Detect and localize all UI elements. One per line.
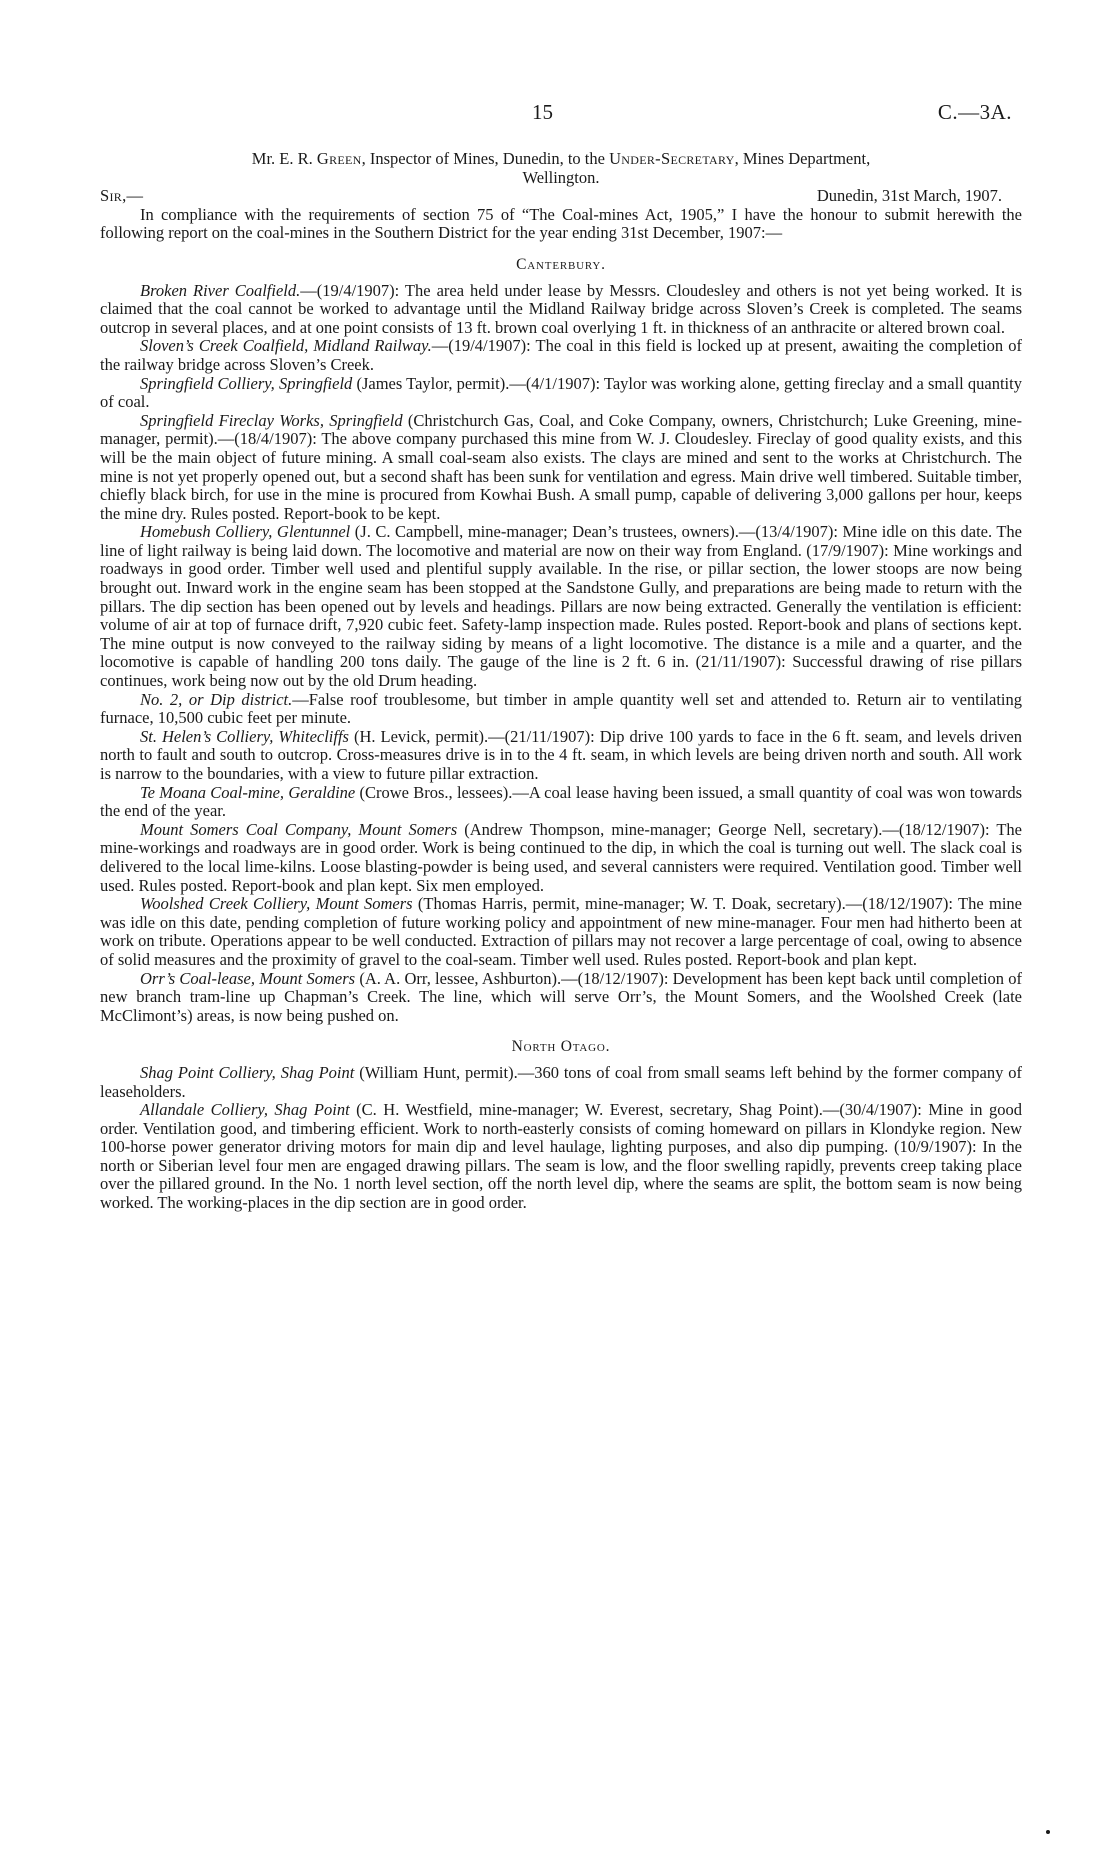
page-number: 15 — [532, 100, 553, 124]
section-heading-text: North Otago. — [511, 1038, 611, 1056]
mine-report-text: (Crowe Bros., lessees).—A coal lease having been issued, a small quantity of coal was won towards the end of the year. — [100, 782, 1022, 821]
mine-title: St. Helen’s Colliery, Whitecliffs — [140, 726, 349, 746]
mine-report-text: —False roof troublesome, but timber in ample quantity well set and attended to. Return air to ventilating furnace, 10,500 cubic feet per minute. — [100, 689, 1022, 728]
mine-report-text: (H. Levick, permit).—(21/11/1907): Dip drive 100 yards to face in the 6 ft. seam, and levels driven north to fault and south to outcrop. Cross-measures drive is in to the 4 ft. seam, in which levels are being driven north and south. All work is narrow to the boundaries, with a view to future pillar extraction. — [100, 726, 1022, 783]
address-suffix: , Mines Department, — [734, 149, 871, 168]
recipient-title: Under-Secretary — [609, 149, 735, 168]
section-heading — [100, 1037, 1022, 1057]
address-prefix: Mr. E. R. — [251, 149, 317, 168]
mine-report-paragraph — [100, 970, 1022, 1026]
mine-title: No. 2, or Dip district. — [140, 689, 293, 709]
mine-report-paragraph — [100, 821, 1022, 895]
mine-report-text: —(19/4/1907): The coal in this field is locked up at present, awaiting the completion of the railway bridge across Sloven’s Creek. — [100, 336, 1022, 374]
mine-report-paragraph — [100, 337, 1022, 374]
mine-report-text: (Andrew Thompson, mine-manager; George Nell, secretary).—(18/12/1907): The mine-workings and roadways are in good order. Work is being continued to the dip, in which the coal is turning out well. The slack coal is delivered to the local lime-kilns. Loose blasting-powder is being used, and several cannisters were required. Ventilation good. Timber well used. Rules posted. Report-book and plan kept. Six men employed. — [100, 819, 1022, 895]
mine-report-text: (C. H. Westfield, mine-manager; W. Everest, secretary, Shag Point).—(30/4/1907): Mine in good order. Ventilation good, and timbering efficient. Work to north-easterly consists of coming homeward on pillars in Klondyke region. New 100-horse power generator driving motors for main dip and level haulage, lighting purposes, and also dip pumping. (10/9/1907): In the north or Siberian level four men are engaged drawing pillars. The seam is low, and the floor swelling rapidly, prevents creep taking place over the pillared ground. In the No. 1 north level section, off the north level dip, where the seams are split, the bottom seam is now being worked. The working-places in the dip section are in good order. — [100, 1100, 1022, 1213]
mine-title: Mount Somers Coal Company, Mount Somers — [140, 819, 458, 839]
mine-title: Broken River Coalfield. — [140, 280, 301, 300]
mine-report-paragraph — [100, 523, 1022, 690]
mine-report-text: (William Hunt, permit).—360 tons of coal from small seams left behind by the former company of leaseholders. — [100, 1062, 1022, 1101]
address-line-2: Wellington. — [522, 167, 600, 187]
mine-report-text: —(19/4/1907): The area held under lease by Messrs. Cloudesley and others is not yet being worked. It is claimed that the coal cannot be worked to advantage until the Midland Railway bridge across Sloven’s Creek is completed. The seams outcrop in several places, and at one point consists of 13 ft. brown coal overlying 1 ft. in thickness of an anthracite or altered brown coal. — [100, 280, 1022, 337]
mine-report-text: (J. C. Campbell, mine-manager; Dean’s trustees, owners).—(13/4/1907): Mine idle on this date. The line of light railway is being laid down. The locomotive and material are now on their way from England. (17/9/1907): Mine workings and roadways in good order. Timber well used and plentiful supply available. In the rise, or pillar section, the lower stoops are now being brought out. Inward work in the engine seam has been stopped at the Sandstone Gully, and preparations are being made to return with the pillars. The dip section has been opened out by levels and headings. Pillars are now being extracted. Generally the ventilation is efficient: volume of air at top of furnace drift, 7,920 cubic feet. Safety-lamp inspection made. Rules posted. Report-book and plans of sections kept. The mine output is now conveyed to the railway siding by means of a light locomotive. The distance is a mile and a quarter, and the locomotive is capable of handling 200 tons daily. The gauge of the line is 2 ft. 6 in. (21/11/1907): Successful drawing of rise pillars continues, work being now out by the old Drum heading. — [100, 522, 1022, 691]
section-heading — [100, 255, 1022, 275]
salutation: Sir,— — [100, 186, 144, 206]
mine-report-paragraph — [100, 282, 1022, 338]
section-heading-text: Canterbury. — [516, 255, 606, 273]
document-code: C.—3A. — [937, 100, 1012, 124]
mine-report-text: (Christchurch Gas, Coal, and Coke Company, owners, Christchurch; Luke Greening, mine-manager, permit).—(18/4/1907): The above company purchased this mine from W. J. Cloudesley. Fireclay of good quality exists, and this will be the main object of future mining. A small coal-seam also exists. The clays are mined and sent to the works at Christchurch. The mine is not yet properly opened out, but a second shaft has been sunk for ventilation and egress. Main drive well timbered. Suitable timber, chiefly black birch, for use in the mine is procured from Kowhai Bush. A small pump, capable of delivering 3,000 gallons per hour, keeps the mine dry. Rules posted. Report-book to be kept. — [100, 410, 1022, 523]
mine-report-paragraph — [100, 375, 1022, 412]
place-date: Dunedin, 31st March, 1907. — [816, 186, 1002, 206]
mine-title: Orr’s Coal-lease, Mount Somers — [140, 968, 356, 988]
intro-paragraph: In compliance with the requirements of section 75 of “The Coal-mines Act, 1905,” I have the honour to submit herewith the following report on the coal-mines in the Southern District for the year ending 31st December, 1907:— — [100, 204, 1022, 243]
mine-title: Springfield Fireclay Works, Springfield — [140, 410, 403, 430]
mine-report-paragraph — [100, 728, 1022, 784]
mine-title: Woolshed Creek Colliery, Mount Somers — [140, 894, 413, 914]
salutation-row — [100, 187, 1022, 206]
mine-report-paragraph — [100, 784, 1022, 821]
mine-report-paragraph — [100, 412, 1022, 524]
mine-title: Sloven’s Creek Coalfield, Midland Railway. — [140, 336, 432, 356]
letter-body — [100, 150, 1022, 1213]
mine-title: Shag Point Colliery, Shag Point — [140, 1062, 355, 1082]
mine-report-paragraph — [100, 691, 1022, 728]
mine-title: Te Moana Coal-mine, Geraldine — [140, 782, 356, 802]
mine-title: Springfield Colliery, Springfield — [140, 373, 353, 393]
mine-title: Allandale Colliery, Shag Point — [140, 1100, 350, 1120]
sender-name: Green — [316, 149, 362, 168]
address-line — [100, 150, 1022, 169]
mine-report-paragraph — [100, 1064, 1022, 1101]
stray-mark — [1046, 1830, 1050, 1834]
mine-report-paragraph — [100, 1101, 1022, 1213]
address-middle: , Inspector of Mines, Dunedin, to the — [361, 149, 610, 168]
mine-report-text: (A. A. Orr, lessee, Ashburton).—(18/12/1907): Development has been kept back until completion of new branch tram-line up Chapman’s Creek. The line, which will serve Orr’s, the Mount Somers, and the Woolshed Creek (late McClimont’s) areas, is now being pushed on. — [100, 968, 1022, 1025]
report-sections — [100, 255, 1022, 1213]
mine-title: Homebush Colliery, Glentunnel — [140, 522, 351, 542]
mine-report-paragraph — [100, 895, 1022, 969]
mine-report-text: (James Taylor, permit).—(4/1/1907): Taylor was working alone, getting fireclay and a small quantity of coal. — [100, 373, 1022, 412]
mine-report-text: (Thomas Harris, permit, mine-manager; W. T. Doak, secretary).—(18/12/1907): The mine was idle on this date, pending completion of future working policy and appointment of new mine-manager. Four men had hitherto been at work on tribute. Operations appear to be well conducted. Extraction of pillars may not recover a large percentage of coal, owing to absence of solid measures and the proximity of gravel to the coal-seam. Timber well used. Rules posted. Report-book and plan kept. — [100, 894, 1022, 969]
